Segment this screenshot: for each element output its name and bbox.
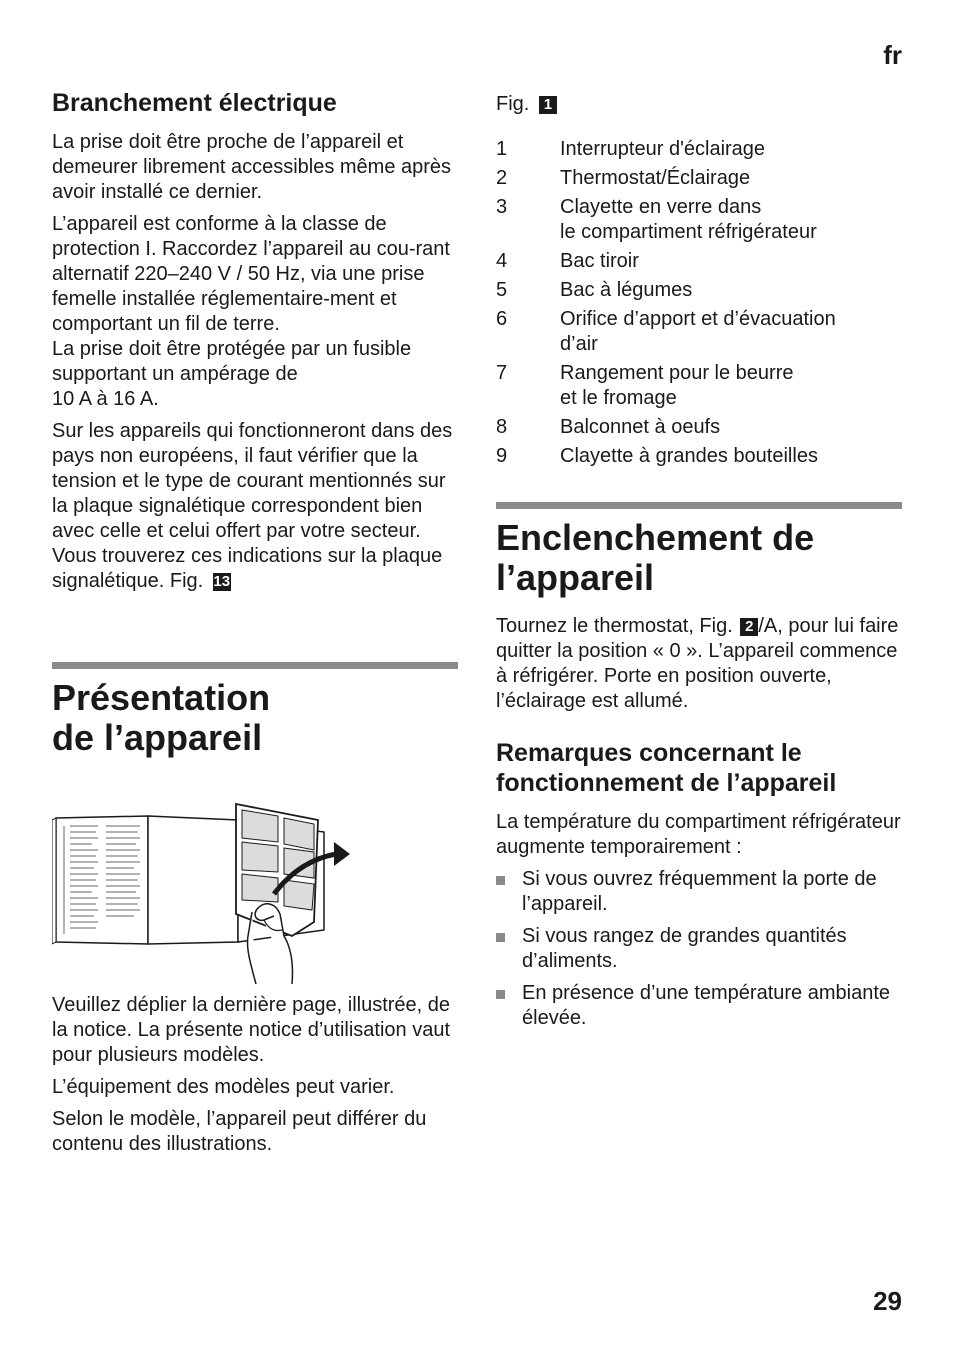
paragraph-thermostat <box>496 614 906 714</box>
legend-item-label <box>560 307 906 357</box>
legend-item <box>496 307 906 357</box>
legend-item-number: 5 <box>496 279 508 301</box>
section-presentation <box>52 678 460 758</box>
paragraph-thermostat-after: /A, pour lui faire quitter la position « 0 ». L’appareil commence à réfrigérer. Porte en position ouverte, l’éclairage est allumé. <box>496 615 899 712</box>
section-branchement <box>52 88 460 594</box>
section-enclenchement <box>496 518 906 714</box>
legend-item-label <box>560 444 906 469</box>
paragraph-thermostat-before: Tournez le thermostat, Fig. <box>496 615 733 637</box>
heading-enclenchement <box>496 518 906 598</box>
bullet-text: Si vous rangez de grandes quantités d’aliments. <box>522 925 847 972</box>
heading-remarques: Remarques concernant le fonctionnement de l’appareil <box>496 739 837 797</box>
legend-item-number: 1 <box>496 138 508 160</box>
figure-label-text: Fig. <box>496 93 530 115</box>
bullet-item <box>496 981 906 1031</box>
bullet-text: Si vous ouvrez fréquemment la porte de l’appareil. <box>522 868 877 915</box>
heading-branchement: Branchement électrique <box>52 89 337 117</box>
heading-presentation-line1: Présentation <box>52 677 271 718</box>
legend-item <box>496 278 906 303</box>
bullet-square-icon <box>496 981 522 1031</box>
legend-item-label-line1: Bac tiroir <box>560 250 639 272</box>
manual-page-drawing <box>52 796 362 988</box>
legend-item <box>496 249 906 274</box>
legend-item-number: 8 <box>496 416 508 438</box>
legend-item-label <box>560 137 906 162</box>
legend-item-number: 9 <box>496 445 508 467</box>
unfold-manual-illustration <box>52 796 362 988</box>
paragraph-equipement: L’équipement des modèles peut varier. <box>52 1076 395 1098</box>
legend-item-label-line1: Interrupteur d'éclairage <box>560 138 766 160</box>
legend-item-label-line2: et le fromage <box>560 387 677 409</box>
paragraph-protection-text: L’appareil est conforme à la classe de protection I. Raccordez l’appareil au cou-rant alternatif 220–240 V / 50 Hz, via une prise femelle installée réglementaire-ment et comportant un fil de terre. <box>52 213 450 335</box>
legend-item-label-line1: Rangement pour le beurre <box>560 362 794 384</box>
figure-label <box>496 92 906 117</box>
legend-item-label <box>560 415 906 440</box>
bullet-item <box>496 867 906 917</box>
legend-item <box>496 195 906 245</box>
section-presentation-text <box>52 993 460 1157</box>
legend-item-label <box>560 361 906 411</box>
figure-reference-13: 13 <box>213 573 231 590</box>
legend-item <box>496 361 906 411</box>
figure-reference-2: 2 <box>740 618 758 636</box>
bullet-text: En présence d’une température ambiante élevée. <box>522 982 891 1029</box>
legend-item-number: 2 <box>496 167 508 189</box>
section-remarques <box>496 738 906 1031</box>
figure-reference-1: 1 <box>539 96 557 114</box>
legend-list <box>496 137 906 469</box>
legend-item <box>496 166 906 191</box>
legend-item-label <box>560 166 906 191</box>
figure-legend <box>496 92 906 469</box>
page-number: 29 <box>873 1286 902 1316</box>
bullet-square-icon <box>496 924 522 974</box>
legend-item-label-line1: Clayette en verre dans <box>560 196 762 218</box>
legend-item-label-line1: Clayette à grandes bouteilles <box>560 445 818 467</box>
paragraph-deplier: Veuillez déplier la dernière page, illustrée, de la notice. La présente notice d’utilisation vaut pour plusieurs modèles. <box>52 994 451 1066</box>
legend-item-label-line1: Thermostat/Éclairage <box>560 167 751 189</box>
bullet-list <box>496 867 906 1031</box>
section-divider <box>496 502 902 509</box>
legend-item-label-line1: Orifice d’apport et d’évacuation <box>560 308 836 330</box>
legend-item-label <box>560 249 906 274</box>
heading-enclenchement-line1: Enclenchement de <box>496 517 815 558</box>
heading-enclenchement-line2: l’appareil <box>496 557 655 598</box>
legend-item-number: 4 <box>496 250 508 272</box>
paragraph-modele: Selon le modèle, l’appareil peut différer du contenu des illustrations. <box>52 1108 427 1155</box>
paragraph-amperage-text: 10 A à 16 A. <box>52 388 159 410</box>
legend-item-number: 7 <box>496 362 508 384</box>
paragraph-pays <box>52 419 460 594</box>
legend-item <box>496 415 906 440</box>
bullet-square-icon <box>496 867 522 917</box>
legend-item-label <box>560 278 906 303</box>
legend-item-label-line1: Balconnet à oeufs <box>560 416 721 438</box>
legend-item-label-line1: Bac à légumes <box>560 279 693 301</box>
legend-item <box>496 444 906 469</box>
language-tag: fr <box>883 40 902 70</box>
legend-item <box>496 137 906 162</box>
paragraph-pays-text: Sur les appareils qui fonctionneront dans des pays non européens, il faut vérifier que la tension et le type de courant mentionnés sur la plaque signalétique correspondent bien avec celle et celui offert par votre secteur. Vous trouverez ces indications sur la plaque signalétique. Fig. <box>52 420 453 592</box>
legend-item-label-line2: d’air <box>560 333 598 355</box>
legend-item-number: 6 <box>496 308 508 330</box>
bullet-item <box>496 924 906 974</box>
paragraph-protection <box>52 212 460 412</box>
legend-item-label-line2: le compartiment réfrigérateur <box>560 221 817 243</box>
heading-presentation-line2: de l’appareil <box>52 717 263 758</box>
section-divider <box>52 662 458 669</box>
paragraph-fusible-text: La prise doit être protégée par un fusible supportant un ampérage de <box>52 338 412 385</box>
legend-item-number: 3 <box>496 196 508 218</box>
paragraph-temperature: La température du compartiment réfrigérateur augmente temporairement : <box>496 811 901 858</box>
heading-presentation <box>52 678 460 758</box>
paragraph-prise: La prise doit être proche de l’appareil et demeurer librement accessibles même après avoir installé ce dernier. <box>52 131 452 203</box>
legend-item-label <box>560 195 906 245</box>
